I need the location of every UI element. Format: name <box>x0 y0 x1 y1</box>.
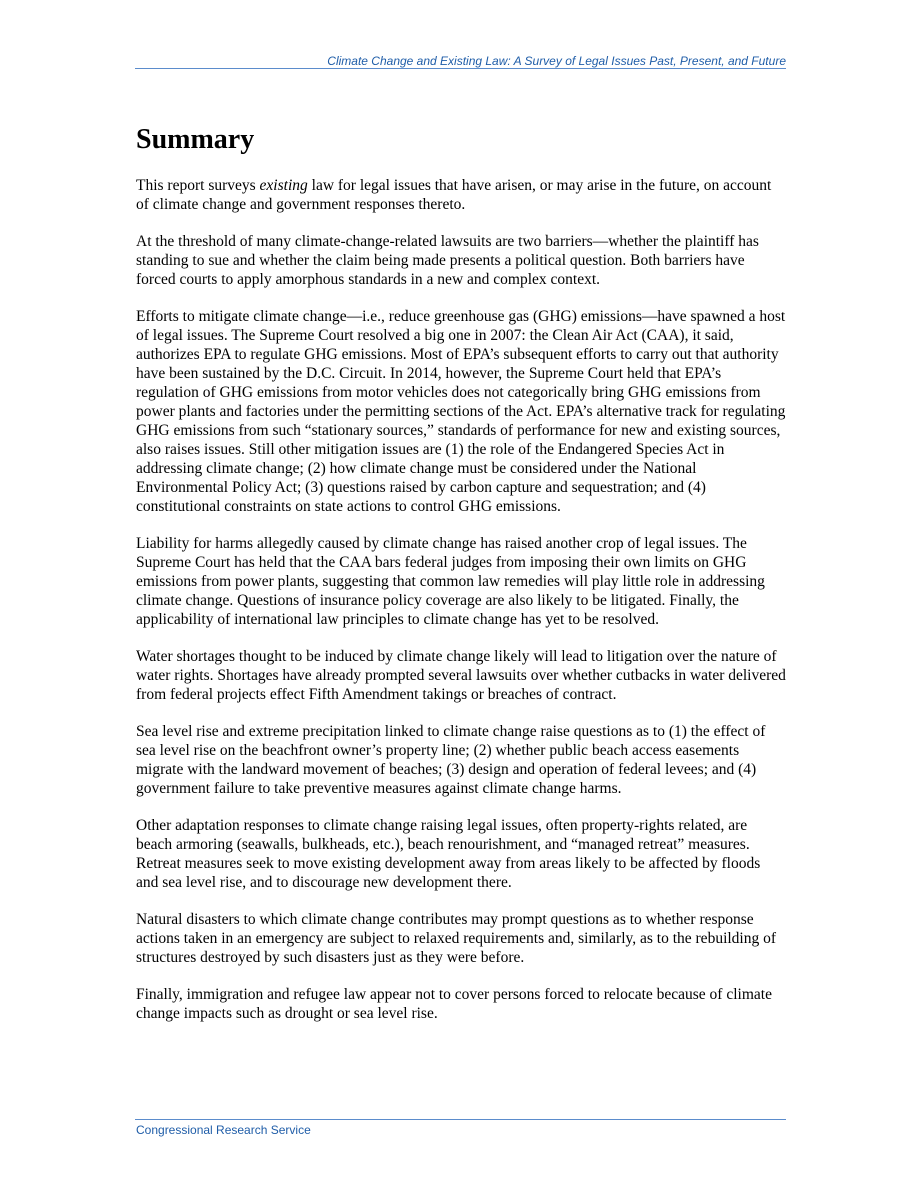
summary-body <box>136 176 786 1041</box>
header-rule <box>135 68 786 69</box>
paragraph-adaptation: Other adaptation responses to climate change raising legal issues, often property-rights related, are beach armoring (seawalls, bulkheads, etc.), beach renourishment, and “managed retreat” measures. Retreat measures seek to move existing development away from areas likely to be affected by floods and sea level rise, and to discourage new development there. <box>136 817 761 891</box>
running-header: Climate Change and Existing Law: A Survey of Legal Issues Past, Present, and Future <box>327 54 786 68</box>
intro-text-after: law for legal issues that have arisen, or may arise in the future, on account of climate change and government responses thereto. <box>136 177 772 213</box>
paragraph-natural-disasters: Natural disasters to which climate change contributes may prompt questions as to whether response actions taken in an emergency are subject to relaxed requirements and, similarly, as to the rebuilding of structures destroyed by such disasters just as they were before. <box>136 911 777 966</box>
intro-text-before: This report surveys <box>136 177 260 194</box>
paragraph-intro <box>136 176 786 214</box>
paragraph-mitigation: Efforts to mitigate climate change—i.e., reduce greenhouse gas (GHG) emissions—have spawned a host of legal issues. The Supreme Court resolved a big one in 2007: the Clean Air Act (CAA), it said, authorizes EPA to regulate GHG emissions. Most of EPA’s subsequent efforts to carry out that authority have been sustained by the D.C. Circuit. In 2014, however, the Supreme Court held that EPA’s regulation of GHG emissions from motor vehicles does not categorically bring GHG emissions from power plants and factories under the permitting sections of the Act. EPA’s alternative track for regulating GHG emissions from such “stationary sources,” standards of performance for new and existing sources, also raises issues. Still other mitigation issues are (1) the role of the Endangered Species Act in addressing climate change; (2) how climate change must be considered under the National Environmental Policy Act; (3) questions raised by carbon capture and sequestration; and (4) constitutional constraints on state actions to control GHG emissions. <box>136 308 786 515</box>
paragraph-immigration: Finally, immigration and refugee law appear not to cover persons forced to relocate because of climate change impacts such as drought or sea level rise. <box>136 986 772 1022</box>
paragraph-water-shortages: Water shortages thought to be induced by climate change likely will lead to litigation over the nature of water rights. Shortages have already prompted several lawsuits over whether cutbacks in water delivered from federal projects effect Fifth Amendment takings or breaches of contract. <box>136 648 786 703</box>
intro-emphasis: existing <box>259 177 308 194</box>
paragraph-threshold-barriers: At the threshold of many climate-change-related lawsuits are two barriers—whether the plaintiff has standing to sue and whether the claim being made presents a political question. Both barriers have forced courts to apply amorphous standards in a new and complex context. <box>136 233 759 288</box>
running-footer: Congressional Research Service <box>136 1123 311 1137</box>
footer-rule <box>135 1119 786 1120</box>
page-title: Summary <box>136 124 255 155</box>
paragraph-liability: Liability for harms allegedly caused by climate change has raised another crop of legal issues. The Supreme Court has held that the CAA bars federal judges from imposing their own limits on GHG emissions from power plants, suggesting that common law remedies will play little role in addressing climate change. Questions of insurance policy coverage are also likely to be litigated. Finally, the applicability of international law principles to climate change has yet to be resolved. <box>136 535 765 628</box>
paragraph-sea-level-rise: Sea level rise and extreme precipitation linked to climate change raise questions as to (1) the effect of sea level rise on the beachfront owner’s property line; (2) whether public beach access easements migrate with the landward movement of beaches; (3) design and operation of federal levees; and (4) government failure to take preventive measures against climate change harms. <box>136 723 766 797</box>
